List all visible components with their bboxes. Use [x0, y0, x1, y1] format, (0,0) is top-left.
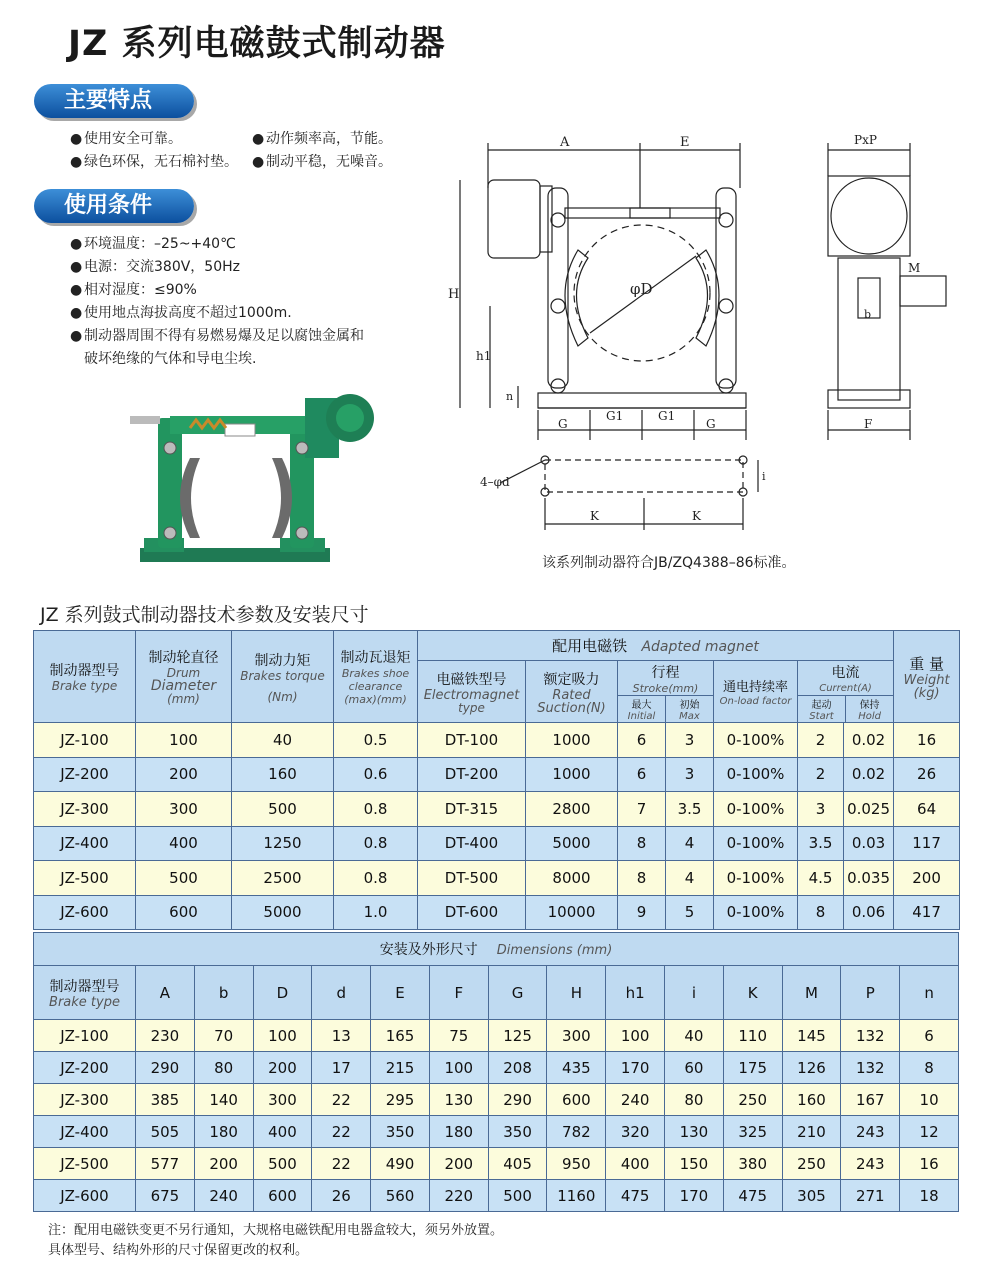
- header-torque: 制动力矩 Brakes torque (Nm): [232, 631, 334, 723]
- table-cell: 4: [666, 861, 714, 896]
- table-cell: 8: [900, 1052, 959, 1084]
- table-cell: 22: [312, 1148, 371, 1180]
- table-cell: 500: [136, 861, 232, 896]
- table-cell: JZ-200: [34, 757, 136, 792]
- table-cell: 290: [136, 1052, 195, 1084]
- table-cell: 290: [488, 1084, 547, 1116]
- table-cell: 417: [894, 895, 960, 930]
- table-row: [34, 757, 960, 792]
- table-cell: 380: [723, 1148, 782, 1180]
- table-cell: 200: [136, 757, 232, 792]
- dimensions-table: [33, 932, 959, 1212]
- header-brake-type: 制动器型号 Brake type: [34, 631, 136, 723]
- dim-column-header: H: [547, 966, 606, 1020]
- table-cell: 675: [136, 1180, 195, 1212]
- header-current: 电流 Current(A) 起动 Start 保持 Hold: [798, 661, 894, 723]
- dim-column-header: K: [723, 966, 782, 1020]
- table-cell: JZ-600: [34, 1180, 136, 1212]
- dim-column-header: M: [782, 966, 841, 1020]
- product-photo: [130, 388, 380, 588]
- feature-item: ● 制动平稳，无噪音。: [252, 154, 392, 170]
- table-cell: 60: [665, 1052, 724, 1084]
- table-cell: 4: [666, 826, 714, 861]
- dim-label-D: φD: [630, 280, 653, 298]
- dim-column-header: i: [665, 966, 724, 1020]
- table-cell: 16: [894, 723, 960, 758]
- condition-item: ● 环境温度：–25~+40℃: [70, 236, 236, 252]
- table-cell: 40: [665, 1020, 724, 1052]
- table-cell: JZ-300: [34, 792, 136, 827]
- dim-label-G1-right: G1: [658, 409, 676, 423]
- table-cell: 110: [723, 1020, 782, 1052]
- table-cell: 3.5: [798, 826, 844, 861]
- table-cell: 165: [371, 1020, 430, 1052]
- table-cell: 250: [782, 1148, 841, 1180]
- table-cell: 12: [900, 1116, 959, 1148]
- table-cell: 10: [900, 1084, 959, 1116]
- table-cell: 250: [723, 1084, 782, 1116]
- table-cell: 130: [665, 1116, 724, 1148]
- dim-column-header: b: [194, 966, 253, 1020]
- table-cell: DT-100: [418, 723, 526, 758]
- table-cell: 1160: [547, 1180, 606, 1212]
- table-cell: 140: [194, 1084, 253, 1116]
- dim-column-header: h1: [606, 966, 665, 1020]
- table-cell: DT-400: [418, 826, 526, 861]
- dim-column-header: G: [488, 966, 547, 1020]
- dim-column-header: P: [841, 966, 900, 1020]
- feature-item: ● 绿色环保，无石棉衬垫。: [70, 154, 238, 170]
- table-cell: 100: [429, 1052, 488, 1084]
- dim-column-header: d: [312, 966, 371, 1020]
- table-cell: 0.06: [844, 895, 894, 930]
- table-title: JZ 系列鼓式制动器技术参数及安装尺寸: [40, 604, 369, 626]
- dim-label-M: M: [908, 261, 921, 275]
- table-cell: 782: [547, 1116, 606, 1148]
- table-cell: 0-100%: [714, 895, 798, 930]
- table-cell: 577: [136, 1148, 195, 1180]
- header-stroke: 行程 Stroke(mm) 最大 Initial 初始 Max: [618, 661, 714, 723]
- table-cell: 295: [371, 1084, 430, 1116]
- table-cell: 8: [618, 826, 666, 861]
- dim-column-header: n: [900, 966, 959, 1020]
- table-cell: JZ-500: [34, 861, 136, 896]
- table-cell: 125: [488, 1020, 547, 1052]
- table-cell: 200: [253, 1052, 312, 1084]
- footnote-1: 注：配用电磁铁变更不另行通知，大规格电磁铁配用电器盒较大，须另外放置。: [48, 1223, 504, 1238]
- table-cell: 17: [312, 1052, 371, 1084]
- table-cell: DT-600: [418, 895, 526, 930]
- table-cell: 8: [618, 861, 666, 896]
- standard-note: 该系列制动器符合JB/ZQ4388–86标准。: [542, 555, 796, 571]
- dim-label-A: A: [560, 135, 570, 150]
- table-cell: 7: [618, 792, 666, 827]
- table-cell: 100: [606, 1020, 665, 1052]
- table-cell: 0-100%: [714, 757, 798, 792]
- header-clearance: 制动瓦退矩 Brakes shoe clearance (max)(mm): [334, 631, 418, 723]
- dim-label-n: n: [506, 390, 514, 403]
- table-cell: 8: [798, 895, 844, 930]
- table-cell: 130: [429, 1084, 488, 1116]
- table-cell: 475: [723, 1180, 782, 1212]
- table-cell: 300: [253, 1084, 312, 1116]
- condition-item: ● 制动器周围不得有易燃易爆及足以腐蚀金属和: [70, 328, 364, 344]
- table-cell: 132: [841, 1020, 900, 1052]
- table-cell: 560: [371, 1180, 430, 1212]
- table-cell: 300: [547, 1020, 606, 1052]
- header-magnet-type: 电磁铁型号 Electromagnet type: [418, 661, 526, 723]
- table-row: [34, 1084, 959, 1116]
- table-cell: 6: [618, 757, 666, 792]
- dim-label-h1: h1: [476, 349, 492, 363]
- table-cell: 132: [841, 1052, 900, 1084]
- table-cell: 500: [253, 1148, 312, 1180]
- dim-label-F: F: [864, 417, 873, 431]
- table-row: [34, 861, 960, 896]
- table-cell: 117: [894, 826, 960, 861]
- table-cell: 0.6: [334, 757, 418, 792]
- table-cell: 2800: [526, 792, 618, 827]
- table-cell: JZ-600: [34, 895, 136, 930]
- table-cell: 500: [488, 1180, 547, 1212]
- table-row: [34, 723, 960, 758]
- table-cell: 4.5: [798, 861, 844, 896]
- table-cell: 3.5: [666, 792, 714, 827]
- table-row: [34, 1148, 959, 1180]
- table-cell: JZ-400: [34, 826, 136, 861]
- table-row: [34, 1020, 959, 1052]
- table-cell: 5000: [526, 826, 618, 861]
- table-cell: JZ-200: [34, 1052, 136, 1084]
- dim-label-K-right: K: [692, 509, 701, 523]
- table-cell: 26: [312, 1180, 371, 1212]
- dim-label-d: 4–φd: [480, 475, 510, 489]
- table-row: [34, 1116, 959, 1148]
- table-cell: 2: [798, 757, 844, 792]
- table-cell: 126: [782, 1052, 841, 1084]
- footnote-2: 具体型号、结构外形的尺寸保留更改的权利。: [48, 1243, 309, 1258]
- dim-column-header: A: [136, 966, 195, 1020]
- table-cell: 40: [232, 723, 334, 758]
- table-cell: 160: [232, 757, 334, 792]
- table-cell: 385: [136, 1084, 195, 1116]
- table-cell: 22: [312, 1116, 371, 1148]
- features-heading: 主要特点: [34, 84, 194, 118]
- condition-item: ● 使用地点海拔高度不超过1000m.: [70, 305, 292, 321]
- table-cell: 100: [253, 1020, 312, 1052]
- features-col2: [252, 128, 392, 174]
- table-cell: 0-100%: [714, 792, 798, 827]
- page-title: JZ 系列电磁鼓式制动器: [68, 24, 446, 64]
- conditions-list: [70, 233, 364, 371]
- table-cell: 170: [606, 1052, 665, 1084]
- table-cell: 435: [547, 1052, 606, 1084]
- dim-column-header: F: [429, 966, 488, 1020]
- table-cell: 1250: [232, 826, 334, 861]
- table-cell: 210: [782, 1116, 841, 1148]
- table-cell: 75: [429, 1020, 488, 1052]
- condition-item: ● 电源：交流380V，50Hz: [70, 259, 240, 275]
- technical-params-table: [33, 630, 960, 930]
- table-row: [34, 1180, 959, 1212]
- table-cell: 350: [371, 1116, 430, 1148]
- table-cell: 0.02: [844, 757, 894, 792]
- table-cell: 170: [665, 1180, 724, 1212]
- header-weight: 重 量 Weight (kg): [894, 631, 960, 723]
- table-cell: 0.025: [844, 792, 894, 827]
- table-cell: 200: [894, 861, 960, 896]
- table-cell: 5: [666, 895, 714, 930]
- table-cell: 0-100%: [714, 826, 798, 861]
- dim-header-brake-type: 制动器型号 Brake type: [34, 966, 136, 1020]
- table-cell: DT-500: [418, 861, 526, 896]
- table-cell: 175: [723, 1052, 782, 1084]
- technical-drawing: [440, 128, 950, 538]
- table-cell: 220: [429, 1180, 488, 1212]
- table-cell: 243: [841, 1148, 900, 1180]
- table-cell: JZ-100: [34, 1020, 136, 1052]
- header-suction: 额定吸力 Rated Suction(N): [526, 661, 618, 723]
- table-cell: 475: [606, 1180, 665, 1212]
- table-cell: 200: [429, 1148, 488, 1180]
- table-cell: 405: [488, 1148, 547, 1180]
- table-cell: 230: [136, 1020, 195, 1052]
- table-cell: 350: [488, 1116, 547, 1148]
- table-cell: 22: [312, 1084, 371, 1116]
- table-cell: 0.03: [844, 826, 894, 861]
- table-cell: 180: [429, 1116, 488, 1148]
- table-cell: 0.8: [334, 826, 418, 861]
- table-cell: 160: [782, 1084, 841, 1116]
- table-cell: 16: [900, 1148, 959, 1180]
- dim-label-G-right: G: [706, 417, 716, 431]
- dim-label-b: b: [864, 308, 872, 321]
- table-row: [34, 1052, 959, 1084]
- table-cell: 145: [782, 1020, 841, 1052]
- table-cell: 3: [666, 757, 714, 792]
- table-row: [34, 792, 960, 827]
- table-cell: 0.8: [334, 861, 418, 896]
- table-cell: 180: [194, 1116, 253, 1148]
- table-cell: 70: [194, 1020, 253, 1052]
- table-cell: 2500: [232, 861, 334, 896]
- table-cell: 0.8: [334, 792, 418, 827]
- feature-item: ● 动作频率高，节能。: [252, 131, 392, 147]
- table-cell: 325: [723, 1116, 782, 1148]
- table-cell: 240: [606, 1084, 665, 1116]
- condition-item-continuation: 破坏绝缘的气体和导电尘埃.: [84, 351, 257, 367]
- table-cell: 150: [665, 1148, 724, 1180]
- table-row: [34, 826, 960, 861]
- table-cell: 400: [253, 1116, 312, 1148]
- table-cell: 490: [371, 1148, 430, 1180]
- dim-label-K-left: K: [590, 509, 599, 523]
- table-cell: 243: [841, 1116, 900, 1148]
- table-cell: 1000: [526, 723, 618, 758]
- dim-column-header: D: [253, 966, 312, 1020]
- table-cell: 8000: [526, 861, 618, 896]
- header-duty: 通电持续率 On-load factor: [714, 661, 798, 723]
- table-cell: 167: [841, 1084, 900, 1116]
- table-cell: 18: [900, 1180, 959, 1212]
- table-cell: 200: [194, 1148, 253, 1180]
- table-cell: 305: [782, 1180, 841, 1212]
- dim-column-header: E: [371, 966, 430, 1020]
- table-cell: 0.035: [844, 861, 894, 896]
- table-cell: JZ-500: [34, 1148, 136, 1180]
- table-cell: 240: [194, 1180, 253, 1212]
- table-cell: 100: [136, 723, 232, 758]
- feature-item: ● 使用安全可靠。: [70, 131, 182, 147]
- table-cell: 80: [665, 1084, 724, 1116]
- table-cell: 320: [606, 1116, 665, 1148]
- table-cell: 80: [194, 1052, 253, 1084]
- table-cell: 6: [618, 723, 666, 758]
- table-cell: 0.5: [334, 723, 418, 758]
- table-cell: 271: [841, 1180, 900, 1212]
- table-cell: 26: [894, 757, 960, 792]
- table-cell: 300: [136, 792, 232, 827]
- header-adapted-magnet: 配用电磁铁 Adapted magnet: [418, 631, 894, 661]
- table-cell: JZ-100: [34, 723, 136, 758]
- table-cell: 400: [136, 826, 232, 861]
- table-cell: 1000: [526, 757, 618, 792]
- table-cell: 600: [547, 1084, 606, 1116]
- dim-label-PxP: PxP: [854, 133, 877, 147]
- table-cell: JZ-400: [34, 1116, 136, 1148]
- table-cell: 5000: [232, 895, 334, 930]
- table-cell: 0.02: [844, 723, 894, 758]
- table-cell: 2: [798, 723, 844, 758]
- table-cell: 0-100%: [714, 723, 798, 758]
- table-cell: 10000: [526, 895, 618, 930]
- table-cell: 500: [232, 792, 334, 827]
- table-row: [34, 895, 960, 930]
- table-cell: 600: [253, 1180, 312, 1212]
- dim-label-E: E: [680, 135, 690, 150]
- dim-label-G1-left: G1: [606, 409, 624, 423]
- table-cell: 64: [894, 792, 960, 827]
- condition-item: ● 相对湿度：≤90%: [70, 282, 197, 298]
- table-cell: 3: [666, 723, 714, 758]
- table-cell: 6: [900, 1020, 959, 1052]
- table-cell: 505: [136, 1116, 195, 1148]
- table-cell: DT-315: [418, 792, 526, 827]
- conditions-heading: 使用条件: [34, 189, 194, 223]
- dim-label-H: H: [448, 287, 460, 302]
- table-cell: JZ-300: [34, 1084, 136, 1116]
- dim-label-i: i: [762, 470, 766, 483]
- features-col1: [70, 128, 238, 174]
- dim-label-G-left: G: [558, 417, 568, 431]
- table-cell: DT-200: [418, 757, 526, 792]
- dimensions-section-header: 安装及外形尺寸 Dimensions (mm): [34, 933, 959, 966]
- table-cell: 1.0: [334, 895, 418, 930]
- header-drum: 制动轮直径 Drum Diameter (mm): [136, 631, 232, 723]
- table-cell: 950: [547, 1148, 606, 1180]
- table-cell: 600: [136, 895, 232, 930]
- table-cell: 13: [312, 1020, 371, 1052]
- table-cell: 9: [618, 895, 666, 930]
- table-cell: 208: [488, 1052, 547, 1084]
- table-cell: 400: [606, 1148, 665, 1180]
- table-cell: 215: [371, 1052, 430, 1084]
- table-cell: 3: [798, 792, 844, 827]
- table-cell: 0-100%: [714, 861, 798, 896]
